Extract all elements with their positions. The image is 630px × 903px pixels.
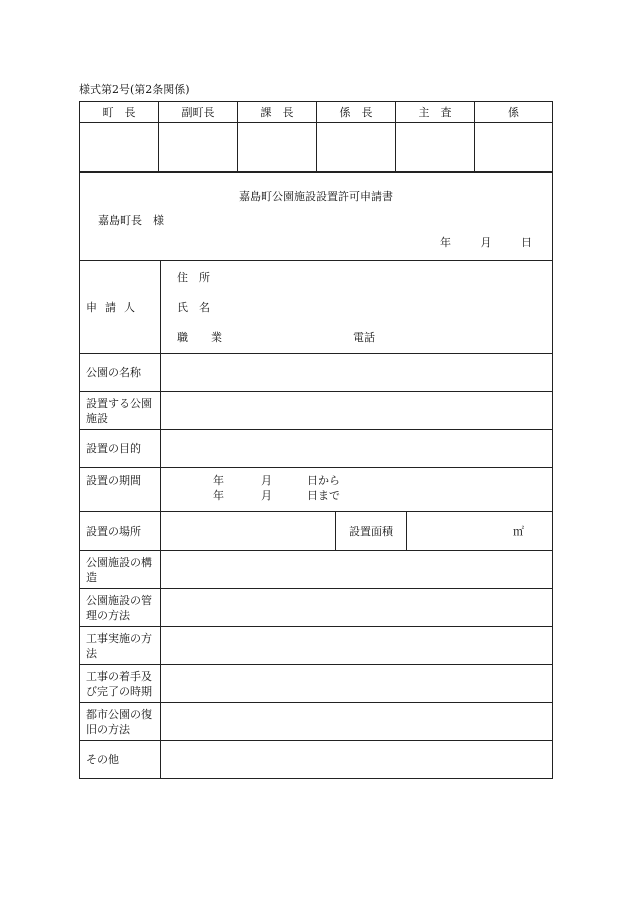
approval-header-deputy-mayor: 副町長 — [159, 102, 238, 123]
addressee: 嘉島町長 様 — [98, 214, 164, 227]
purpose-label: 設置の目的 — [80, 430, 161, 468]
structure-label: 公園施設の構 造 — [80, 551, 161, 589]
applicant-label: 申請人 — [80, 261, 161, 354]
structure-field[interactable] — [161, 551, 553, 589]
management-field[interactable] — [161, 589, 553, 627]
construction-method-field[interactable] — [161, 627, 553, 665]
place-label: 設置の場所 — [80, 512, 161, 551]
park-name-field[interactable] — [161, 354, 553, 392]
date-year-label: 年 — [440, 236, 451, 249]
construction-timing-label: 工事の着手及 び完了の時期 — [80, 665, 161, 703]
approval-header-staff: 係 — [475, 102, 553, 123]
date-month-label: 月 — [480, 236, 492, 249]
facility-field[interactable] — [161, 392, 553, 430]
applicant-info-cell[interactable] — [161, 261, 553, 354]
approval-header-inspector: 主 査 — [396, 102, 475, 123]
stamp-box-deputy-mayor[interactable] — [159, 123, 238, 173]
applicant-phone-label: 電話 — [353, 331, 375, 344]
stamp-box-section-chief[interactable] — [238, 123, 317, 173]
applicant-name-label: 氏 名 — [177, 301, 210, 314]
applicant-address-label: 住 所 — [177, 271, 210, 284]
document-title: 嘉島町公園施設設置許可申請書 — [239, 190, 393, 203]
area-field[interactable] — [407, 512, 553, 551]
approval-stamp-table — [79, 101, 553, 173]
other-field[interactable] — [161, 741, 553, 779]
construction-timing-field[interactable] — [161, 665, 553, 703]
restoration-method-label: 都市公園の復 旧の方法 — [80, 703, 161, 741]
place-field[interactable] — [161, 512, 336, 551]
form-number-label: 様式第2号(第2条関係) — [79, 83, 190, 96]
area-unit: ㎡ — [513, 525, 524, 538]
stamp-box-subsection-chief[interactable] — [317, 123, 396, 173]
stamp-box-mayor[interactable] — [80, 123, 159, 173]
stamp-box-staff[interactable] — [475, 123, 553, 173]
approval-header-mayor: 町 長 — [80, 102, 159, 123]
approval-header-subsection-chief: 係 長 — [317, 102, 396, 123]
construction-method-label: 工事実施の方 法 — [80, 627, 161, 665]
date-day-label: 日 — [521, 236, 532, 249]
application-date[interactable] — [414, 234, 532, 250]
management-label: 公園施設の管 理の方法 — [80, 589, 161, 627]
approval-header-section-chief: 課 長 — [238, 102, 317, 123]
period-label: 設置の期間 — [80, 468, 161, 512]
facility-label: 設置する公園 施設 — [80, 392, 161, 430]
park-name-label: 公園の名称 — [80, 354, 161, 392]
stamp-box-inspector[interactable] — [396, 123, 475, 173]
purpose-field[interactable] — [161, 430, 553, 468]
restoration-method-field[interactable] — [161, 703, 553, 741]
application-form-table — [79, 171, 553, 779]
period-field[interactable]: 年 月 日から 年 月 日まで — [161, 468, 553, 512]
form-title-section — [80, 172, 553, 261]
applicant-occupation-label: 職 業 — [177, 331, 228, 344]
other-label: その他 — [80, 741, 161, 779]
area-label: 設置面積 — [336, 512, 407, 551]
